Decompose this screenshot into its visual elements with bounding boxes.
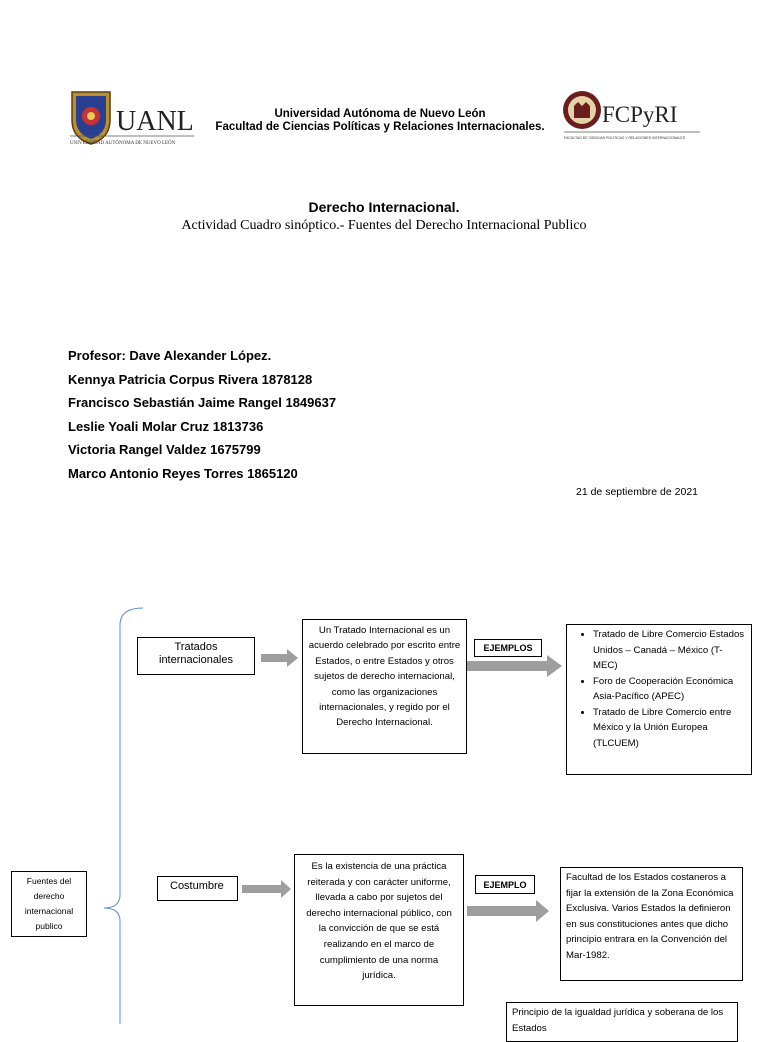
document-title: Derecho Internacional. [308, 199, 460, 215]
student-line: Leslie Yoali Molar Cruz 1813736 [68, 418, 264, 434]
arrow-tratados-definition [261, 649, 298, 667]
costumbre-label: Costumbre [157, 876, 238, 901]
arrow-tratados-examples [466, 655, 562, 677]
list-item: • Tratado de Libre Comercio Estados Unidos – Canadá – México (T-MEC) [593, 627, 747, 674]
student-line: Marco Antonio Reyes Torres 1865120 [68, 465, 298, 481]
costumbre-definition: Es la existencia de una práctica reiterada y con carácter uniforme, llevada a cabo por sujetos del derecho internacional público, con la convicción de que se está realizando en el marco de cumplimiento de una norma jurídica. [294, 854, 464, 1006]
document-subtitle: Actividad Cuadro sinóptico.- Fuentes del Derecho Internacional Publico [181, 218, 587, 233]
uanl-logo-caption: UNIVERSIDAD AUTÓNOMA DE NUEVO LEÓN [70, 141, 176, 146]
tratados-examples [566, 624, 752, 775]
ejemplos-tag: EJEMPLOS [474, 639, 542, 657]
root-node: Fuentes del derecho internacional publico [11, 871, 87, 937]
student-line: Francisco Sebastián Jaime Rangel 1849637 [68, 395, 337, 410]
tratados-label: Tratados internacionales [137, 637, 255, 675]
arrow-costumbre-definition [242, 880, 291, 898]
fcpyri-logo-text: FCPyRI [602, 102, 678, 127]
student-line: Victoria Rangel Valdez 1675799 [68, 442, 261, 457]
student-line: Kennya Patricia Corpus Rivera 1878128 [68, 371, 313, 387]
uanl-logo-text: UANL [116, 106, 194, 137]
fcpyri-logo-caption: FACULTAD DE CIENCIAS POLÍTICAS Y RELACIONES INTERNACIONALES [564, 136, 686, 140]
tratados-definition: Un Tratado Internacional es un acuerdo celebrado por escrito entre Estados, o entre Estados y otros sujetos de derecho internacional, como las organizaciones internacionales, y regido por el Derecho Internacional. [302, 619, 467, 754]
faculty-name: Facultad de Ciencias Políticas y Relaciones Internacionales. [215, 121, 545, 133]
principio-node: Principio de la igualdad jurídica y soberana de los Estados [506, 1002, 738, 1042]
university-name: Universidad Autónoma de Nuevo León [274, 108, 486, 120]
professor-line: Profesor: Dave Alexander López. [68, 348, 272, 363]
ejemplo-tag: EJEMPLO [475, 875, 535, 894]
list-item: • Foro de Cooperación Económica Asia-Pacífico (APEC) [593, 674, 747, 705]
arrow-costumbre-example [467, 900, 549, 922]
document-date: 21 de septiembre de 2021 [576, 486, 699, 498]
list-item: • Tratado de Libre Comercio entre México y la Unión Europea (TLCUEM) [593, 705, 747, 752]
costumbre-example: Facultad de los Estados costaneros a fijar la extensión de la Zona Económica Exclusiva. Varios Estados la definieron en sus constituciones antes que dicho principio entrara en la Convención del Mar-1982. [560, 867, 743, 981]
